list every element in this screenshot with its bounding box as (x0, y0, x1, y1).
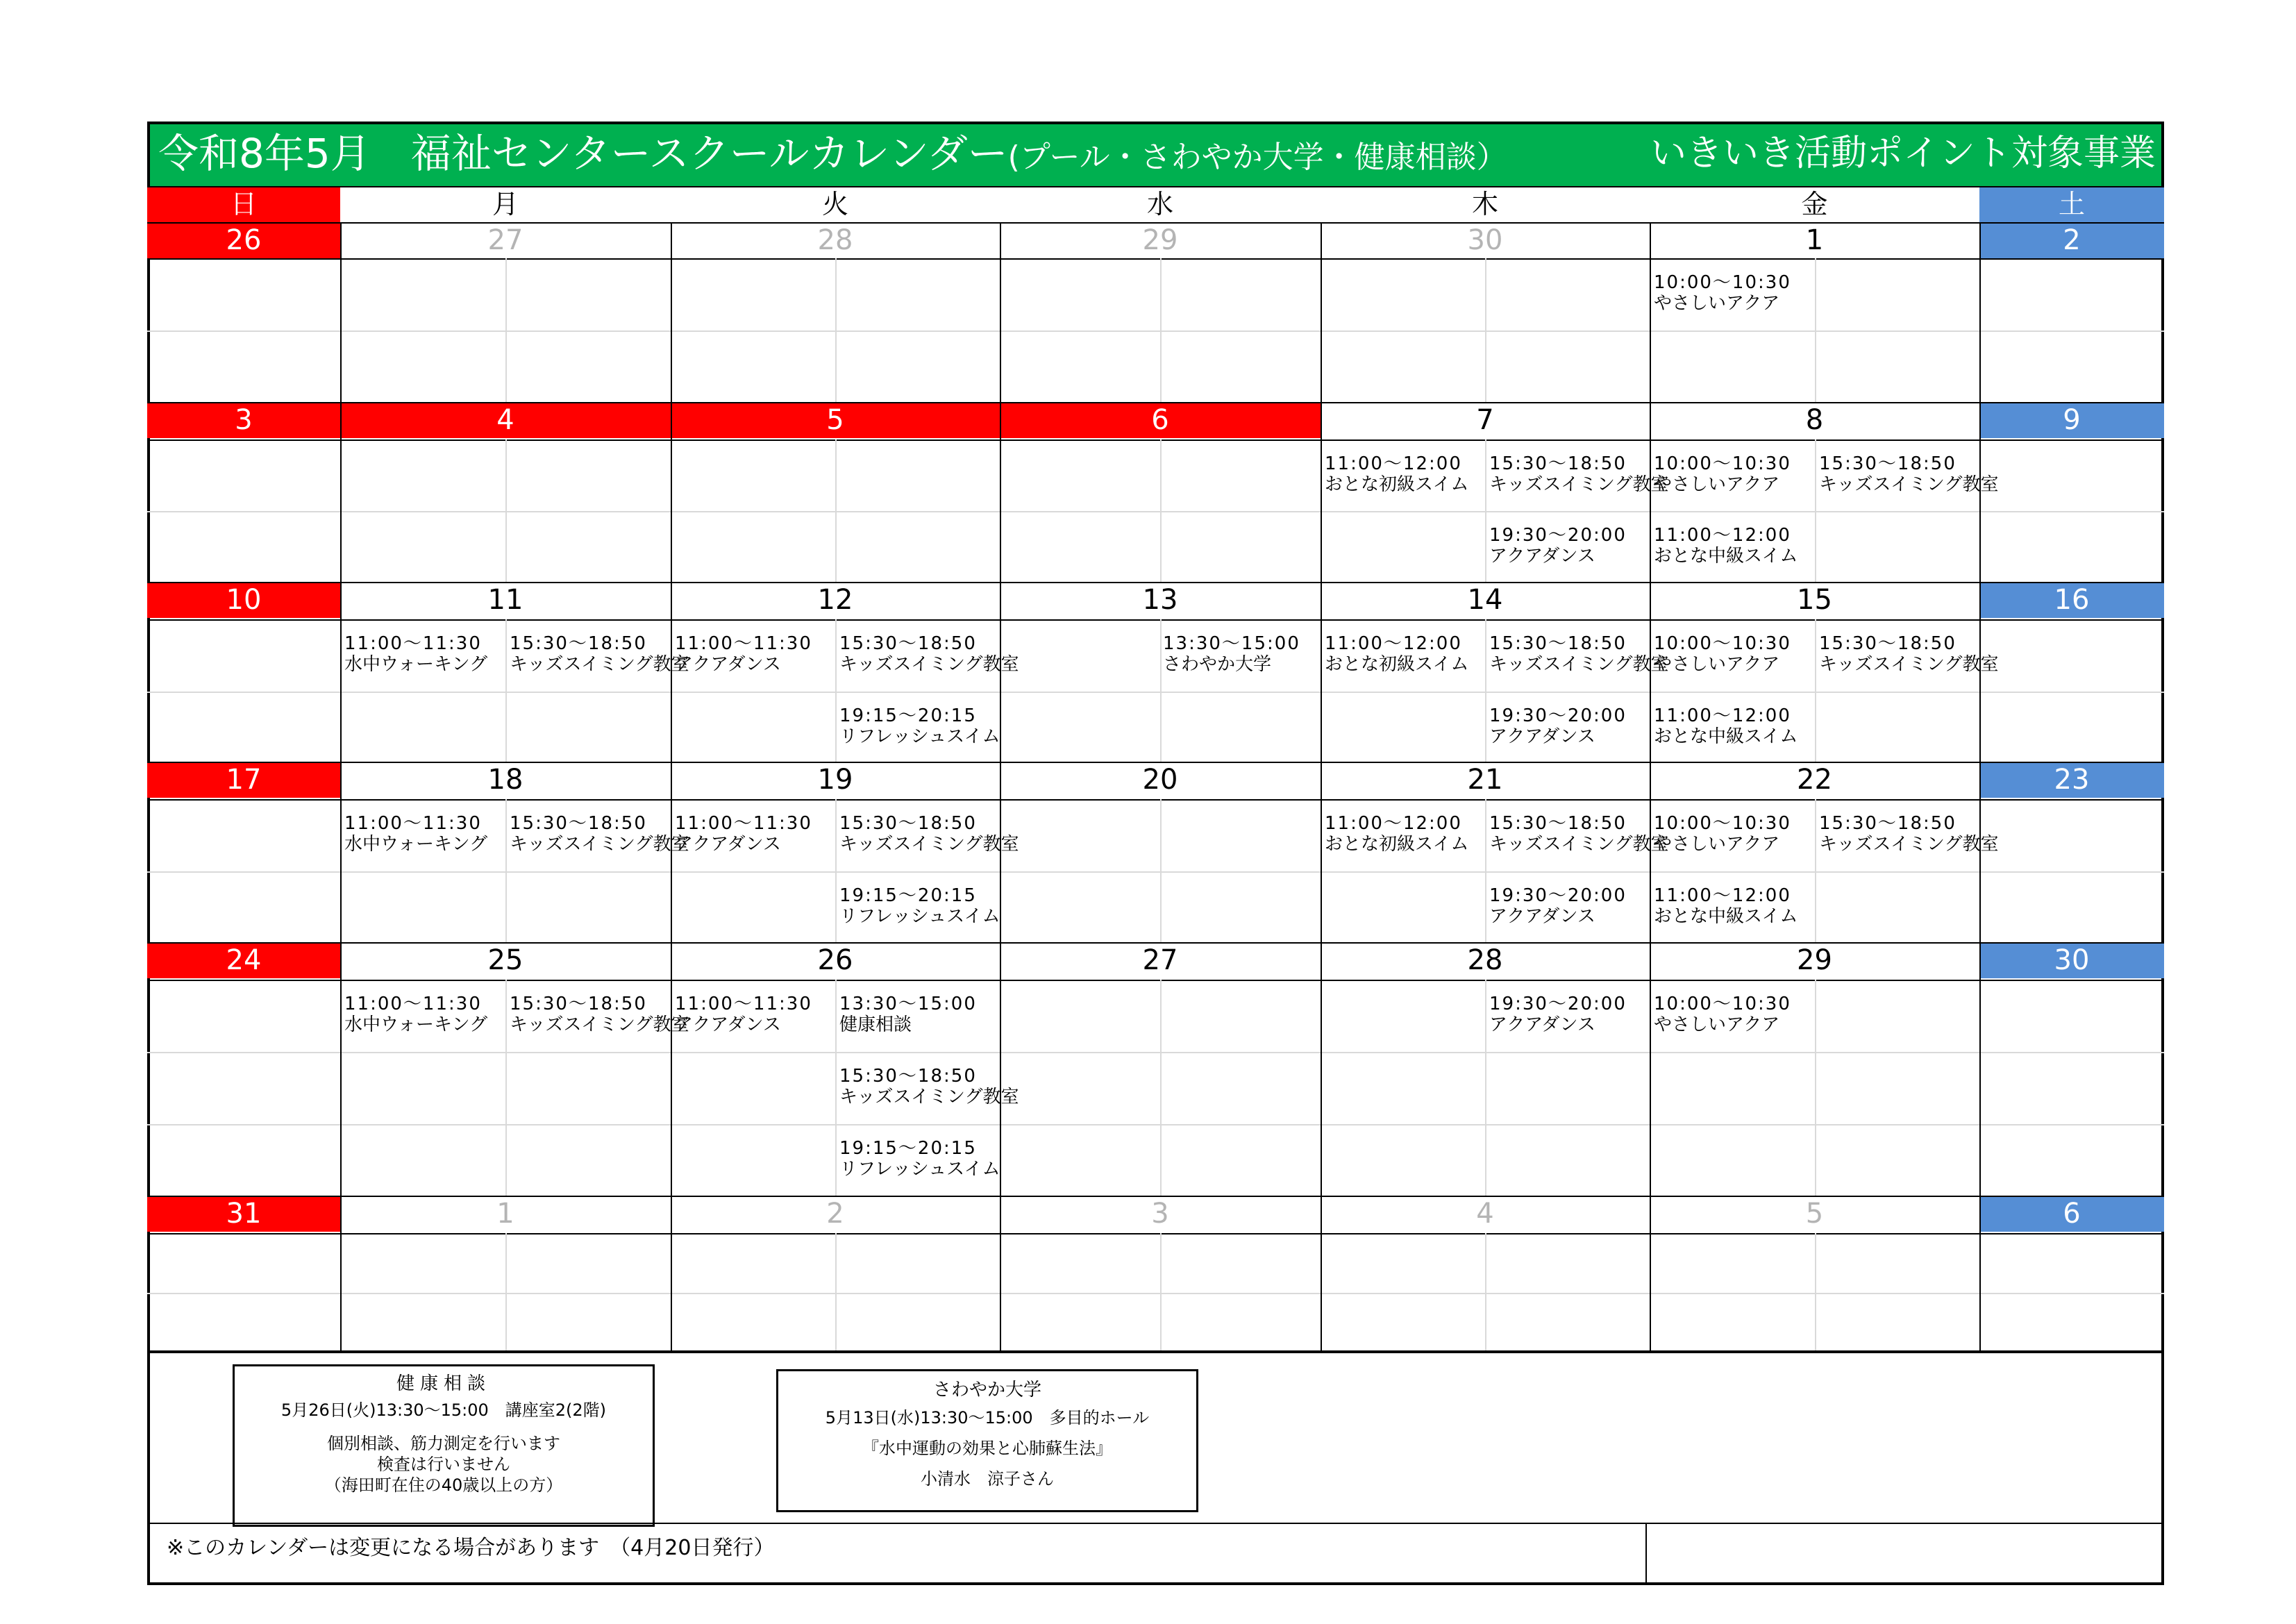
grid-vline (1645, 1523, 1647, 1585)
event-w1-fri-a (1654, 453, 1791, 495)
grid-subline (147, 511, 2164, 512)
grid-vline (671, 222, 672, 402)
event-w4-mon-a (344, 994, 487, 1035)
event-time: 10:00～10:30 (1654, 453, 1791, 474)
grid-subvline (835, 1233, 837, 1350)
date-mon-w4: 25 (487, 944, 523, 976)
grid-subvline (1160, 440, 1162, 582)
grid-line (147, 258, 2164, 260)
weekday-header-wed: 水 (1146, 189, 1173, 219)
sawayaka-box-line3: 小清水 涼子さん (921, 1469, 1054, 1489)
event-w2-tue-c (839, 705, 1000, 747)
grid-vline (340, 402, 342, 582)
event-w3-tue-b (839, 813, 1019, 855)
event-time: 11:00～11:30 (675, 813, 812, 834)
event-time: 10:00～10:30 (1654, 272, 1791, 293)
grid-subvline (835, 799, 837, 942)
grid-vline (340, 942, 342, 1196)
event-w3-thu-c (1489, 885, 1627, 927)
weekday-header-sun: 日 (147, 186, 340, 222)
grid-subvline (835, 980, 837, 1196)
event-name: やさしいアクア (1654, 654, 1780, 675)
event-w3-fri-c (1654, 885, 1798, 927)
event-name: おとな中級スイム (1654, 726, 1798, 747)
grid-subvline (1815, 799, 1816, 942)
grid-line (147, 440, 2164, 441)
date-mon-w5: 1 (496, 1198, 514, 1230)
grid-vline (1000, 1196, 1001, 1350)
date-sun-w3: 17 (147, 762, 340, 798)
sawayaka-box-title: さわやか大学 (932, 1380, 1041, 1400)
date-fri-w1: 8 (1805, 404, 1824, 436)
event-time: 11:00～11:30 (675, 633, 812, 654)
event-w1-fri-b (1819, 453, 1998, 495)
grid-subline (147, 1293, 2164, 1294)
event-name: キッズスイミング教室 (839, 1087, 1019, 1107)
grid-line (147, 799, 2164, 801)
grid-line (147, 1350, 2164, 1353)
event-time: 15:30～18:50 (1819, 813, 1956, 834)
event-name: 水中ウォーキング (344, 834, 488, 855)
grid-subvline (1160, 799, 1162, 942)
date-wed-w2: 13 (1142, 584, 1178, 616)
event-w1-thu-b (1489, 453, 1668, 495)
date-sat-w1: 9 (1979, 402, 2164, 438)
event-time: 15:30～18:50 (839, 633, 977, 654)
weekday-header-tue: 火 (821, 189, 848, 219)
weekday-header-sat: 土 (1979, 186, 2164, 222)
event-time: 19:30～20:00 (1489, 525, 1627, 546)
event-name: おとな初級スイム (1325, 654, 1469, 675)
grid-subvline (1485, 980, 1486, 1196)
event-w1-thu-c (1489, 525, 1627, 567)
grid-vline (1000, 402, 1001, 582)
event-w2-thu-a (1325, 633, 1468, 675)
event-name: リフレッシュスイム (839, 726, 1000, 747)
date-tue-w5: 2 (826, 1198, 844, 1230)
sawayaka-box-line1: 5月13日(水)13:30～15:00 多目的ホール (825, 1408, 1150, 1428)
grid-subvline (505, 799, 507, 942)
date-fri-w0: 1 (1805, 224, 1824, 256)
event-w0-fri-a (1654, 272, 1791, 314)
grid-vline (1321, 402, 1322, 582)
grid-line (147, 980, 2164, 981)
grid-vline (1000, 222, 1001, 402)
event-w2-thu-c (1489, 705, 1627, 747)
grid-vline (671, 942, 672, 1196)
event-name: キッズスイミング教室 (510, 654, 689, 675)
grid-subline (147, 692, 2164, 693)
event-w2-tue-a (675, 633, 812, 675)
event-w2-mon-b (510, 633, 689, 675)
date-sat-w5: 6 (1979, 1196, 2164, 1232)
event-name: キッズスイミング教室 (1819, 474, 1999, 495)
event-w2-wed-a (1163, 633, 1300, 675)
date-tue-w2: 12 (817, 584, 853, 616)
grid-subvline (835, 258, 837, 402)
event-w4-tue-d (839, 1138, 1000, 1180)
event-time: 10:00～10:30 (1654, 994, 1791, 1014)
grid-vline (1979, 942, 1981, 1196)
grid-subvline (1485, 619, 1486, 762)
sawayaka-university-box (776, 1369, 1198, 1512)
event-name: アクアダンス (1489, 906, 1595, 927)
event-name: やさしいアクア (1654, 834, 1780, 855)
weekday-header-fri: 金 (1801, 189, 1828, 219)
event-time: 11:00～12:00 (1325, 813, 1462, 834)
event-name: アクアダンス (1489, 546, 1595, 567)
grid-subvline (1485, 799, 1486, 942)
grid-subvline (1815, 619, 1816, 762)
date-thu-w4: 28 (1467, 944, 1503, 976)
event-w3-mon-b (510, 813, 689, 855)
grid-subline (147, 1124, 2164, 1125)
event-time: 15:30～18:50 (510, 813, 647, 834)
grid-subvline (1160, 258, 1162, 402)
grid-vline (1650, 222, 1651, 402)
event-name: やさしいアクア (1654, 1014, 1780, 1035)
health-box-line1: 5月26日(火)13:30～15:00 講座室2(2階) (280, 1400, 607, 1420)
date-sun-w2: 10 (147, 582, 340, 618)
event-w3-tue-a (675, 813, 812, 855)
event-name: キッズスイミング教室 (510, 834, 689, 855)
weekday-header-thu: 木 (1471, 189, 1498, 219)
point-program-label: いきいき活動ポイント対象事業 (1650, 133, 2156, 174)
date-sun-w0: 26 (147, 222, 340, 258)
grid-subvline (1815, 258, 1816, 402)
event-name: 水中ウォーキング (344, 1014, 488, 1035)
event-time: 11:00～12:00 (1325, 453, 1462, 474)
event-w2-mon-a (344, 633, 487, 675)
date-wed-w5: 3 (1151, 1198, 1169, 1230)
event-name: キッズスイミング教室 (1489, 654, 1669, 675)
event-w2-fri-a (1654, 633, 1791, 675)
event-w3-fri-a (1654, 813, 1791, 855)
grid-subvline (1160, 619, 1162, 762)
grid-vline (1979, 1196, 1981, 1350)
title-subtitle: (プール・さわやか大学・健康相談） (1007, 140, 1507, 175)
grid-vline (671, 402, 672, 582)
grid-subvline (835, 440, 837, 582)
event-name: 健康相談 (839, 1014, 912, 1035)
grid-vline (1650, 942, 1651, 1196)
grid-line (147, 1196, 2164, 1197)
event-name: 水中ウォーキング (344, 654, 488, 675)
event-name: リフレッシュスイム (839, 906, 1000, 927)
date-tue-w0: 28 (817, 224, 853, 256)
grid-vline (1321, 762, 1322, 942)
event-w3-thu-a (1325, 813, 1468, 855)
event-time: 11:00～11:30 (675, 994, 812, 1014)
grid-vline (1321, 222, 1322, 402)
event-w4-thu-b (1489, 994, 1627, 1035)
event-time: 11:00～12:00 (1654, 705, 1791, 726)
date-wed-w4: 27 (1142, 944, 1178, 976)
grid-vline (671, 1196, 672, 1350)
date-mon-w3: 18 (487, 764, 523, 796)
grid-subline (147, 871, 2164, 873)
date-thu-w5: 4 (1476, 1198, 1494, 1230)
event-w4-fri-a (1654, 994, 1791, 1035)
event-time: 13:30～15:00 (1163, 633, 1300, 654)
grid-vline (1650, 1196, 1651, 1350)
event-w2-tue-b (839, 633, 1019, 675)
grid-vline (340, 1196, 342, 1350)
event-time: 15:30～18:50 (1489, 813, 1627, 834)
date-thu-w3: 21 (1467, 764, 1503, 796)
date-fri-w5: 5 (1805, 1198, 1824, 1230)
grid-subline (147, 1052, 2164, 1053)
event-time: 11:00～12:00 (1325, 633, 1462, 654)
grid-vline (340, 762, 342, 942)
event-time: 15:30～18:50 (1819, 453, 1956, 474)
date-sat-w2: 16 (1979, 582, 2164, 618)
date-sun-w1: 3 (147, 402, 340, 438)
grid-vline (340, 582, 342, 762)
grid-vline (1321, 1196, 1322, 1350)
date-sun-w5: 31 (147, 1196, 340, 1232)
event-w2-fri-c (1654, 705, 1798, 747)
event-name: アクアダンス (1489, 1014, 1595, 1035)
date-tue-w4: 26 (817, 944, 853, 976)
grid-subvline (505, 619, 507, 762)
event-time: 15:30～18:50 (510, 633, 647, 654)
event-time: 19:30～20:00 (1489, 885, 1627, 906)
event-name: おとな中級スイム (1654, 906, 1798, 927)
date-sun-w4: 24 (147, 942, 340, 978)
event-w3-tue-c (839, 885, 1000, 927)
grid-subvline (1815, 440, 1816, 582)
grid-line (147, 762, 2164, 763)
date-mon-w2: 11 (487, 584, 523, 616)
event-w3-fri-b (1819, 813, 1998, 855)
event-name: やさしいアクア (1654, 293, 1780, 314)
grid-line (147, 1233, 2164, 1234)
health-consultation-box (233, 1364, 655, 1527)
grid-subvline (1160, 980, 1162, 1196)
health-box-line4: （海田町在住の40歳以上の方） (324, 1475, 563, 1495)
event-time: 11:00～12:00 (1654, 525, 1791, 546)
date-mon-w0: 27 (487, 224, 523, 256)
event-name: キッズスイミング教室 (839, 834, 1019, 855)
event-time: 11:00～11:30 (344, 994, 482, 1014)
event-name: おとな初級スイム (1325, 474, 1469, 495)
date-tue-w3: 19 (817, 764, 853, 796)
grid-vline (1321, 582, 1322, 762)
event-time: 15:30～18:50 (839, 1066, 977, 1087)
event-time: 10:00～10:30 (1654, 633, 1791, 654)
event-name: さわやか大学 (1163, 654, 1272, 675)
date-thu-w2: 14 (1467, 584, 1503, 616)
event-time: 19:15～20:15 (839, 885, 977, 906)
health-box-title: 健康相談 (396, 1373, 491, 1394)
event-name: キッズスイミング教室 (510, 1014, 689, 1035)
event-w3-thu-b (1489, 813, 1668, 855)
event-name: おとな初級スイム (1325, 834, 1469, 855)
grid-vline (340, 222, 342, 402)
grid-line (147, 222, 2164, 224)
grid-subvline (835, 619, 837, 762)
grid-subvline (1815, 1233, 1816, 1350)
grid-vline (1321, 942, 1322, 1196)
date-wed-w3: 20 (1142, 764, 1178, 796)
event-w4-tue-a (675, 994, 812, 1035)
event-name: キッズスイミング教室 (1819, 654, 1999, 675)
grid-line (147, 582, 2164, 583)
event-w2-fri-b (1819, 633, 1998, 675)
event-name: アクアダンス (675, 654, 781, 675)
grid-vline (1979, 222, 1981, 402)
health-box-line3: 検査は行いません (377, 1455, 510, 1474)
grid-subvline (1485, 1233, 1486, 1350)
event-name: キッズスイミング教室 (839, 654, 1019, 675)
date-fri-w4: 29 (1797, 944, 1832, 976)
event-time: 11:00～11:30 (344, 633, 482, 654)
date-wed-w1: 6 (1000, 402, 1321, 438)
event-name: キッズスイミング教室 (1489, 474, 1669, 495)
event-time: 15:30～18:50 (839, 813, 977, 834)
grid-line (147, 402, 2164, 403)
title-main-text: 令和8年5月 福祉センタースクールカレンダー (158, 130, 1008, 177)
grid-subvline (1160, 1233, 1162, 1350)
date-thu-w0: 30 (1467, 224, 1503, 256)
event-time: 10:00～10:30 (1654, 813, 1791, 834)
event-name: キッズスイミング教室 (1489, 834, 1669, 855)
event-w3-mon-a (344, 813, 487, 855)
grid-subvline (1485, 440, 1486, 582)
grid-line (147, 186, 2164, 187)
event-w4-mon-b (510, 994, 689, 1035)
event-w1-thu-a (1325, 453, 1468, 495)
health-box-line2: 個別相談、筋力測定を行います (327, 1434, 560, 1453)
event-time: 19:30～20:00 (1489, 994, 1627, 1014)
grid-subvline (505, 1233, 507, 1350)
event-time: 11:00～11:30 (344, 813, 482, 834)
event-name: おとな中級スイム (1654, 546, 1798, 567)
event-w1-fri-c (1654, 525, 1798, 567)
grid-subvline (1815, 980, 1816, 1196)
date-sat-w3: 23 (1979, 762, 2164, 798)
event-time: 13:30～15:00 (839, 994, 977, 1014)
date-fri-w3: 22 (1797, 764, 1832, 796)
date-thu-w1: 7 (1476, 404, 1494, 436)
footer-note: ※このカレンダーは変更になる場合があります （4月20日発行） (167, 1536, 775, 1560)
weekday-header-mon: 月 (492, 189, 519, 219)
grid-line (147, 619, 2164, 621)
grid-subvline (505, 440, 507, 582)
grid-subvline (505, 258, 507, 402)
grid-subvline (505, 980, 507, 1196)
event-name: アクアダンス (675, 834, 781, 855)
date-mon-w1: 4 (340, 402, 671, 438)
event-time: 11:00～12:00 (1654, 885, 1791, 906)
grid-subline (147, 330, 2164, 332)
event-name: アクアダンス (675, 1014, 781, 1035)
event-time: 15:30～18:50 (1819, 633, 1956, 654)
date-tue-w1: 5 (671, 402, 1000, 438)
date-sat-w0: 2 (1979, 222, 2164, 258)
event-name: キッズスイミング教室 (1819, 834, 1999, 855)
event-name: アクアダンス (1489, 726, 1595, 747)
event-time: 19:15～20:15 (839, 705, 977, 726)
event-time: 19:15～20:15 (839, 1138, 977, 1159)
event-time: 15:30～18:50 (1489, 633, 1627, 654)
event-name: リフレッシュスイム (839, 1159, 1000, 1180)
sawayaka-box-line2: 『水中運動の効果と心肺蘇生法』 (862, 1439, 1112, 1458)
date-sat-w4: 30 (1979, 942, 2164, 978)
grid-subvline (1485, 258, 1486, 402)
event-time: 15:30～18:50 (1489, 453, 1627, 474)
event-w4-tue-b (839, 994, 977, 1035)
event-time: 15:30～18:50 (510, 994, 647, 1014)
event-w4-tue-c (839, 1066, 1019, 1107)
date-wed-w0: 29 (1142, 224, 1178, 256)
event-time: 19:30～20:00 (1489, 705, 1627, 726)
event-name: やさしいアクア (1654, 474, 1780, 495)
event-w2-thu-b (1489, 633, 1668, 675)
date-fri-w2: 15 (1797, 584, 1832, 616)
grid-line (147, 942, 2164, 944)
